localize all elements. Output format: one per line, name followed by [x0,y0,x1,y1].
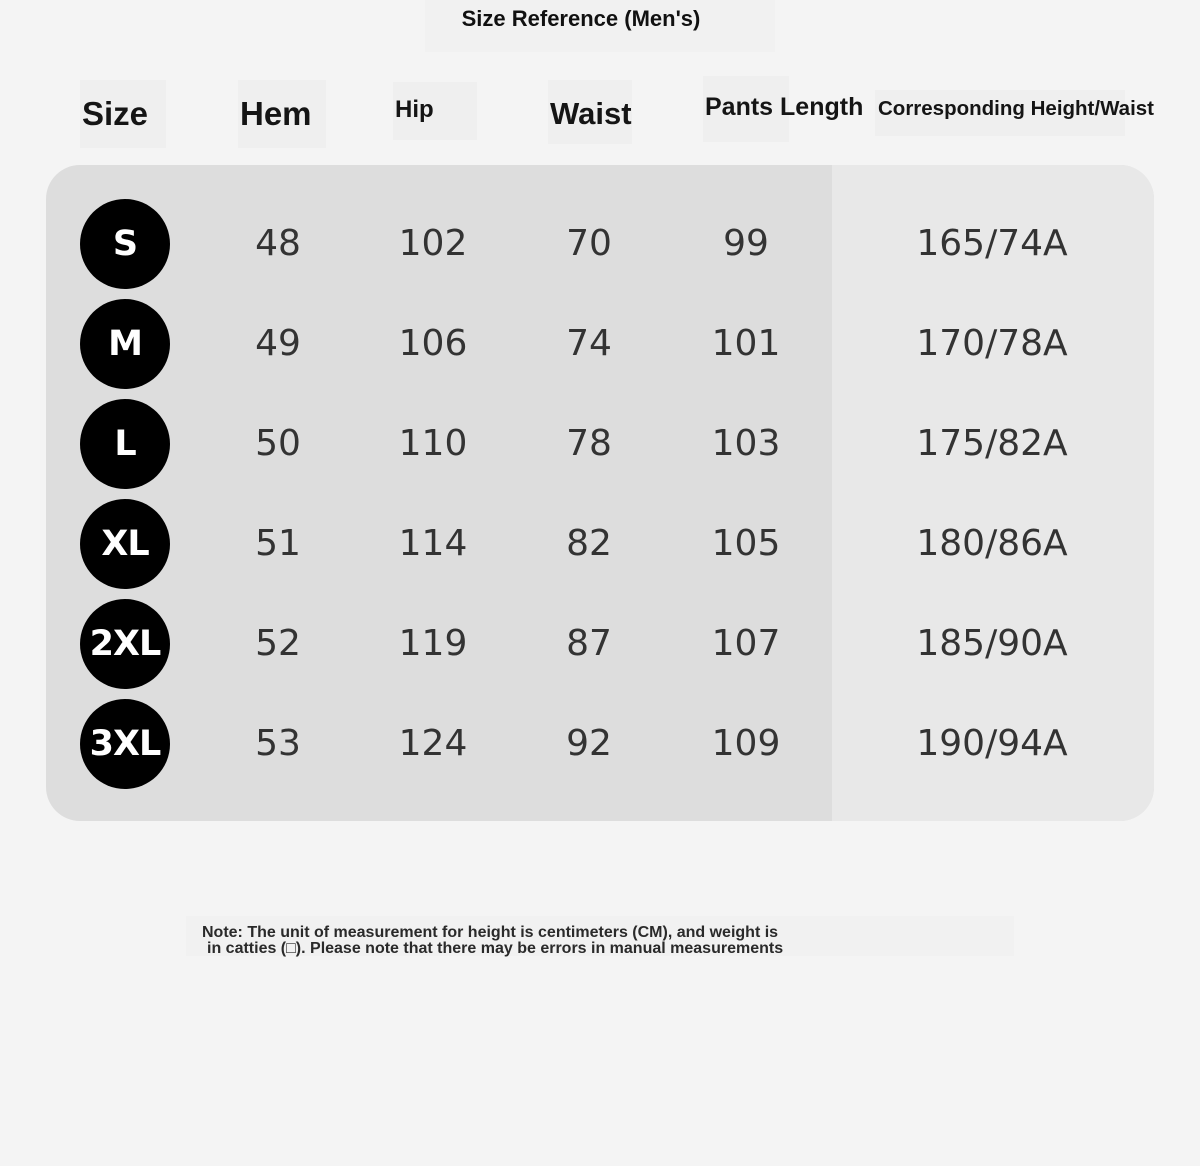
note-line-2: in catties (□). Please note that there may be errors in manual measurements [207,940,784,957]
corresponding-cell: 190/94A [916,723,1068,764]
table-row [0,194,1200,294]
pants-length-cell: 103 [711,423,781,464]
hip-cell: 106 [398,323,468,364]
pants-length-cell: 107 [711,623,781,664]
pants-length-cell: 109 [711,723,781,764]
waist-cell: 78 [566,423,612,464]
size-badge: 2XL [80,599,170,689]
corresponding-cell: 165/74A [916,223,1068,264]
size-badge: XL [80,499,170,589]
pants-length-cell: 99 [723,223,769,264]
size-badge: L [80,399,170,489]
hip-cell: 119 [398,623,468,664]
header-pants-length: Pants Length [705,93,864,121]
table-row [0,294,1200,394]
waist-cell: 74 [566,323,612,364]
hem-cell: 49 [255,323,301,364]
pants-length-cell: 105 [711,523,781,564]
hip-cell: 102 [398,223,468,264]
hem-cell: 53 [255,723,301,764]
header-hip: Hip [395,96,434,123]
page-title: Size Reference (Men's) [461,6,701,31]
waist-cell: 82 [566,523,612,564]
hip-cell: 114 [398,523,468,564]
header-corresponding: Corresponding Height/Waist [878,97,1154,120]
table-row [0,394,1200,494]
corresponding-cell: 180/86A [916,523,1068,564]
table-row [0,494,1200,594]
size-badge: 3XL [80,699,170,789]
note-line-1: Note: The unit of measurement for height is centimeters (CM), and weight is [202,924,779,941]
hem-cell: 50 [255,423,301,464]
corresponding-cell: 170/78A [916,323,1068,364]
corresponding-cell: 175/82A [916,423,1068,464]
header-waist: Waist [550,96,632,131]
pants-length-cell: 101 [711,323,781,364]
hip-cell: 124 [398,723,468,764]
hip-cell: 110 [398,423,468,464]
hem-cell: 48 [255,223,301,264]
table-row [0,594,1200,694]
header-hem: Hem [240,95,312,132]
waist-cell: 87 [566,623,612,664]
hem-cell: 51 [255,523,301,564]
hem-cell: 52 [255,623,301,664]
corresponding-cell: 185/90A [916,623,1068,664]
size-badge: S [80,199,170,289]
waist-cell: 70 [566,223,612,264]
size-badge: M [80,299,170,389]
waist-cell: 92 [566,723,612,764]
header-size: Size [82,95,149,132]
table-row [0,694,1200,794]
measurement-note [202,925,922,957]
